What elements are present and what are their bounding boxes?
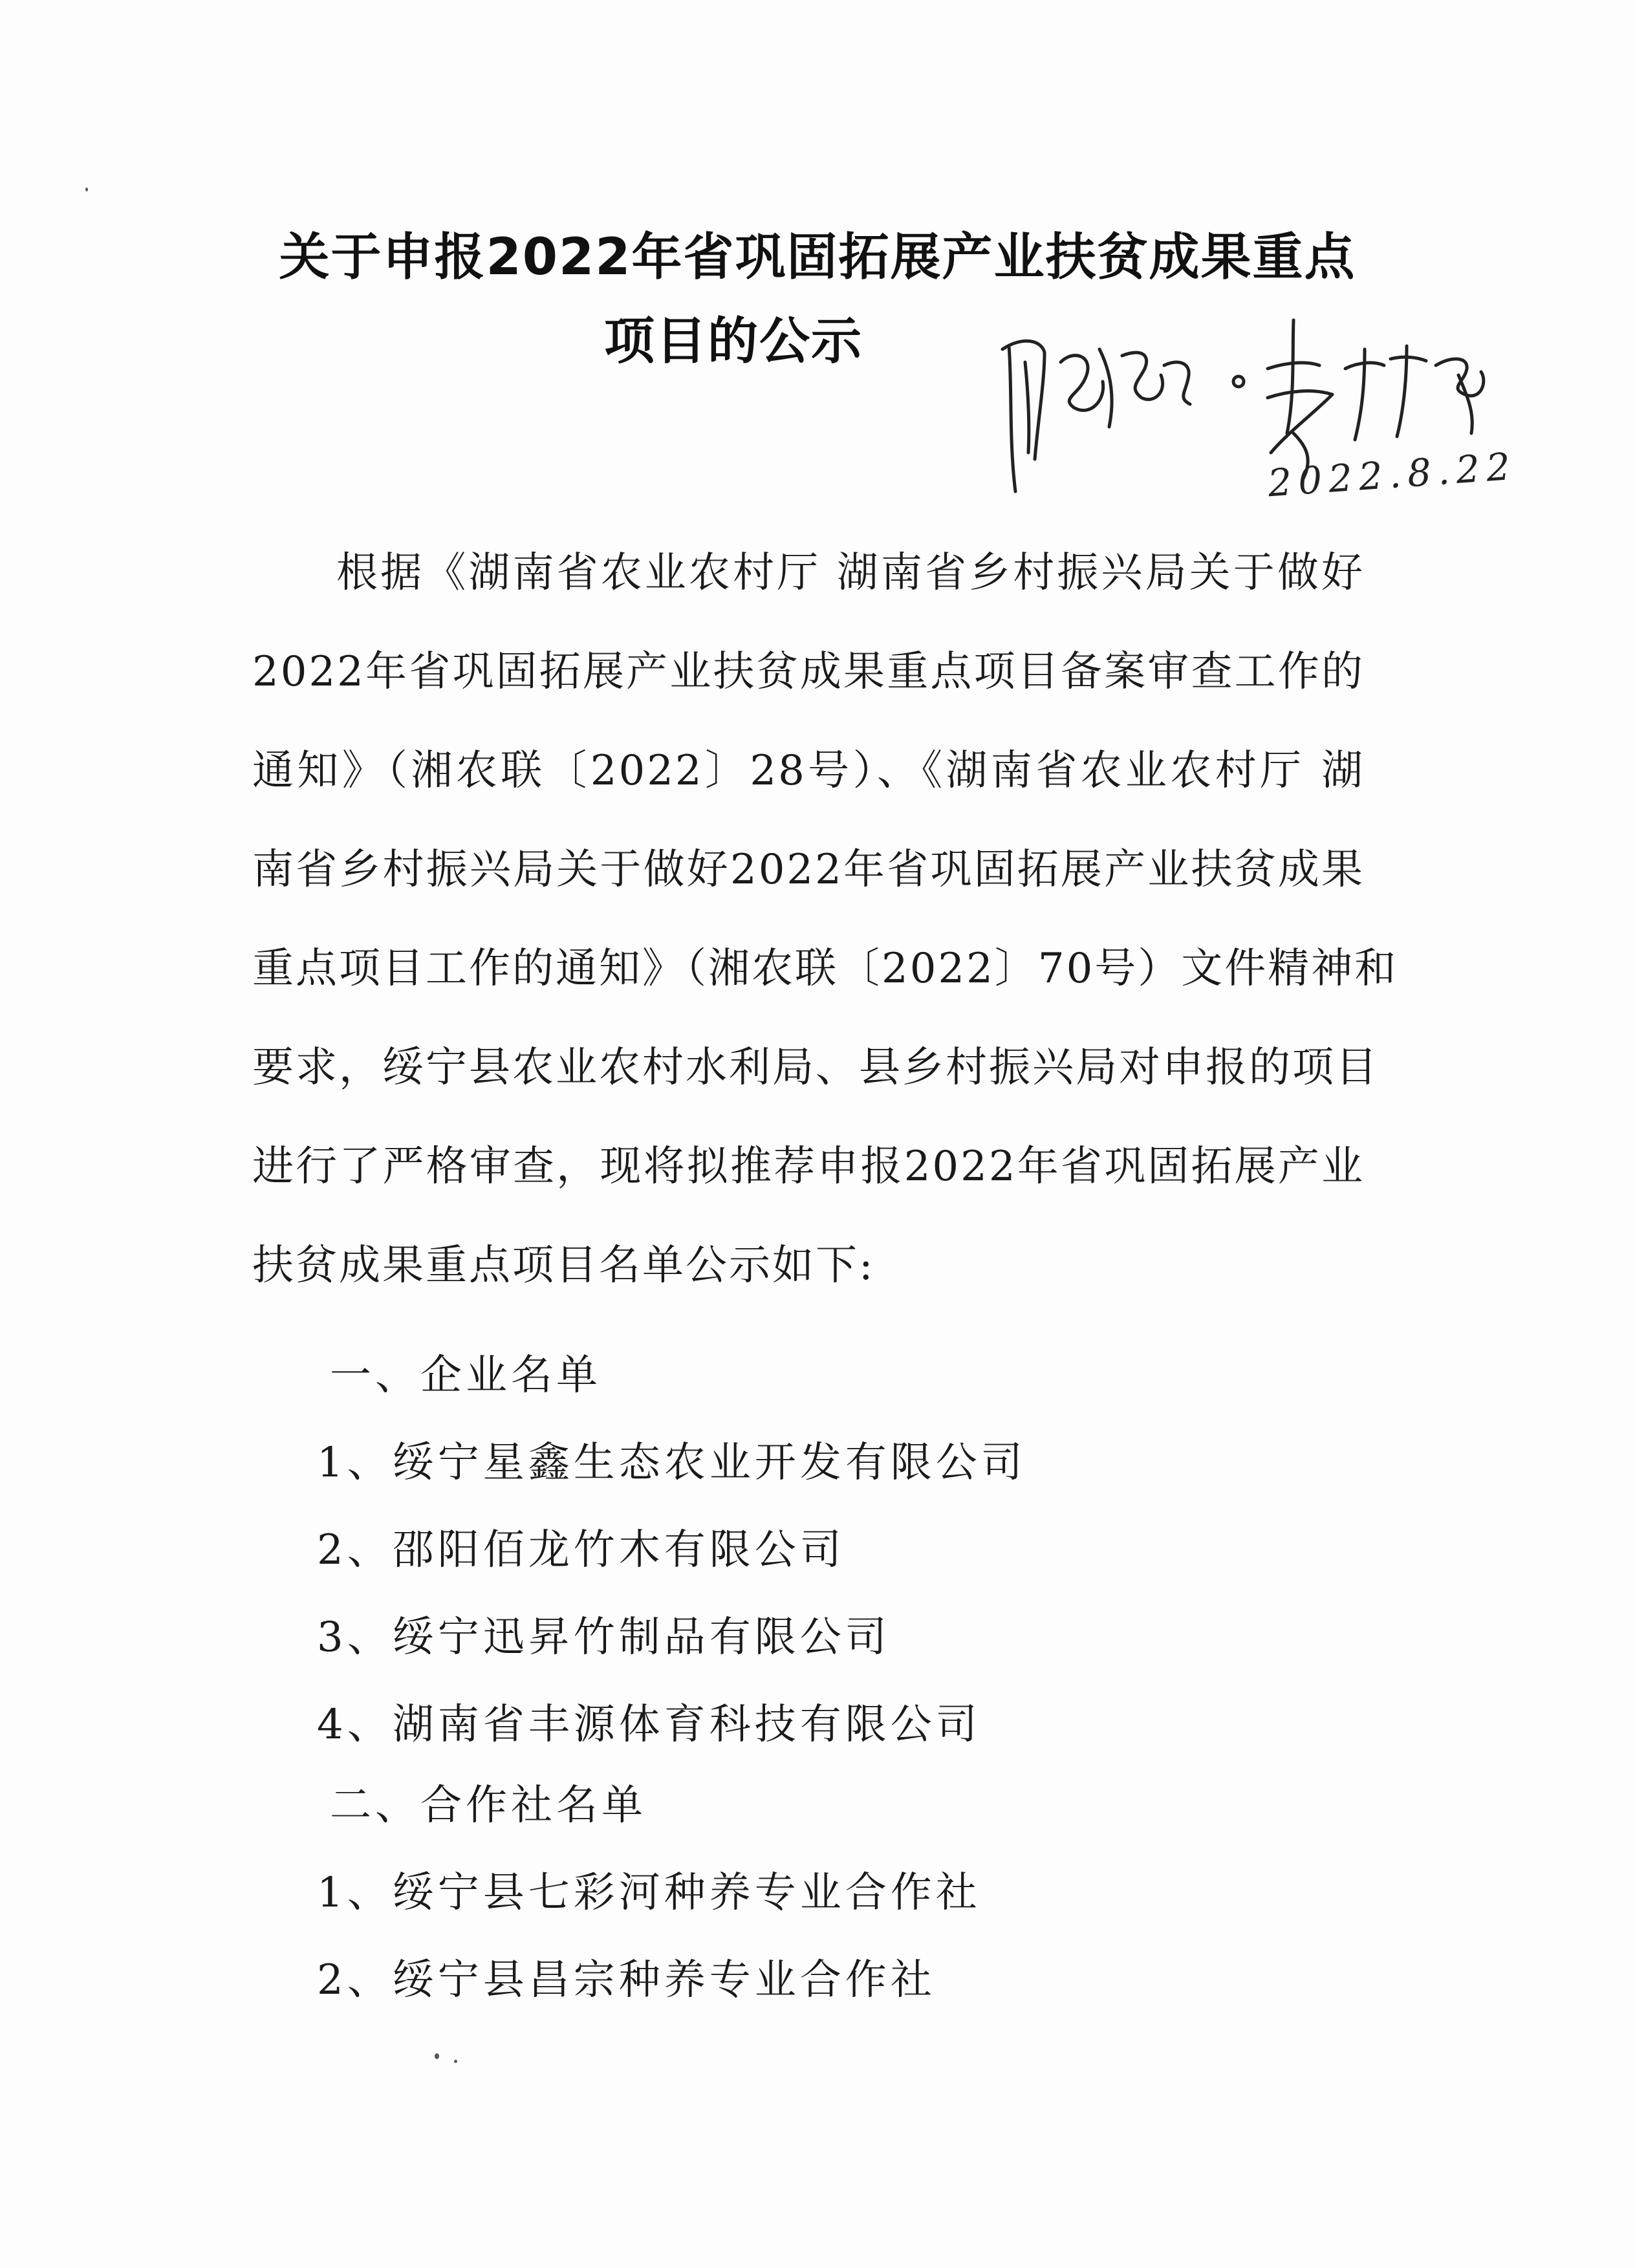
- scan-speck: [435, 2053, 439, 2059]
- cooperative-item: 1、绥宁县七彩河种养专业合作社: [317, 1869, 981, 1917]
- paragraph-line-6: 要求，绥宁县农业农村水利局、县乡村振兴局对申报的项目: [252, 1044, 1379, 1092]
- title-line-2: 项目的公示: [603, 312, 863, 371]
- paragraph-line-1: 根据《湖南省农业农村厅 湖南省乡村振兴局关于做好: [336, 549, 1365, 597]
- paragraph-line-2: 2022年省巩固拓展产业扶贫成果重点项目备案审查工作的: [252, 648, 1365, 696]
- paragraph-line-4: 南省乡村振兴局关于做好2022年省巩固拓展产业扶贫成果: [252, 846, 1365, 894]
- enterprise-item: 2、邵阳佰龙竹木有限公司: [317, 1526, 845, 1574]
- paragraph-line-7: 进行了严格审查，现将拟推荐申报2022年省巩固拓展产业: [252, 1143, 1365, 1191]
- scan-speck: [85, 188, 88, 191]
- enterprise-item: 3、绥宁迅昇竹制品有限公司: [317, 1614, 891, 1661]
- section-cooperatives-heading: 二、合作社名单: [330, 1782, 647, 1830]
- enterprise-item: 1、绥宁星鑫生态农业开发有限公司: [317, 1439, 1026, 1487]
- handwritten-signature: [983, 285, 1539, 543]
- enterprise-item: 4、湖南省丰源体育科技有限公司: [317, 1701, 981, 1749]
- cooperative-item: 2、绥宁县昌宗种养专业合作社: [317, 1956, 936, 2004]
- scan-speck: [454, 2060, 457, 2063]
- paragraph-line-5: 重点项目工作的通知》（湘农联〔2022〕70号）文件精神和: [252, 945, 1398, 993]
- section-enterprises-heading: 一、企业名单: [330, 1352, 601, 1399]
- paragraph-line-3: 通知》（湘农联〔2022〕28号）、《湖南省农业农村厅 湖: [252, 747, 1365, 795]
- signature-drawing: [983, 285, 1539, 543]
- paragraph-line-8: 扶贫成果重点项目名单公示如下:: [252, 1242, 875, 1290]
- title-line-1: 关于申报2022年省巩固拓展产业扶贫成果重点: [279, 228, 1356, 286]
- signature-date: 2022.8.22: [1266, 444, 1519, 506]
